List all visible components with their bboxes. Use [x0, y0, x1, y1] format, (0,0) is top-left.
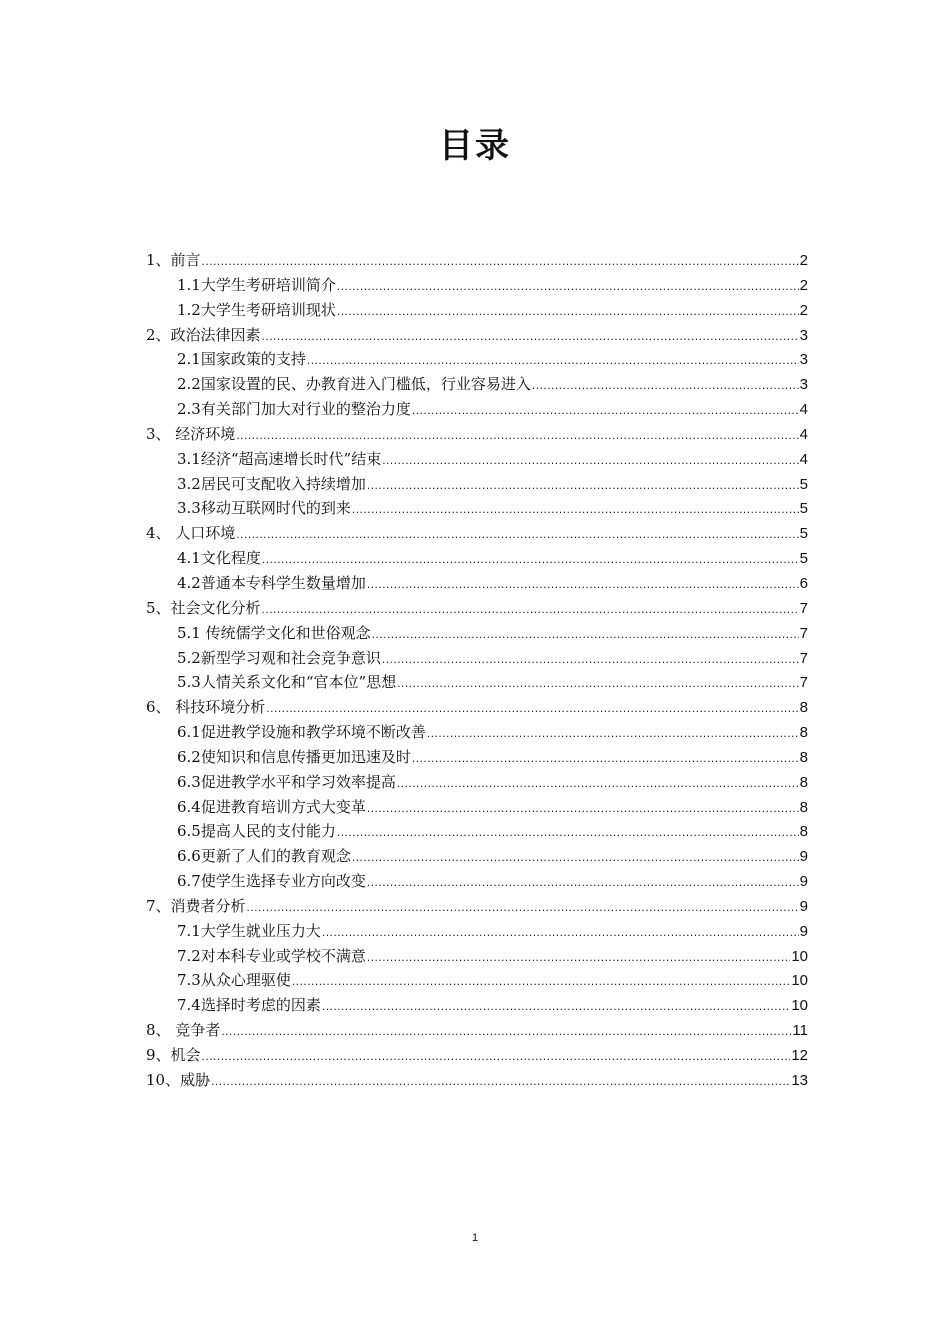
- toc-leader-dots: [397, 771, 799, 796]
- toc-entry-label: 10、威胁: [146, 1070, 211, 1089]
- toc-leader-dots: [247, 895, 799, 920]
- toc-entry[interactable]: [146, 1043, 808, 1068]
- toc-entry-page: 13: [791, 1071, 808, 1089]
- toc-leader-dots: [412, 746, 799, 771]
- toc-entry-page: 9: [799, 922, 808, 940]
- toc-entry-label: 6.1促进教学设施和教学环境不断改善: [177, 723, 426, 742]
- toc-entry-page: 2: [799, 276, 808, 294]
- toc-entry-label: 6、 科技环境分析: [146, 698, 266, 717]
- toc-leader-dots: [352, 845, 799, 870]
- toc-leader-dots: [397, 671, 798, 696]
- toc-entry-page: 5: [799, 550, 808, 568]
- toc-entry-label: 2.1国家政策的支持: [177, 350, 306, 369]
- toc-entry[interactable]: [146, 968, 808, 993]
- toc-leader-dots: [352, 497, 799, 522]
- toc-entry-label: 5.2新型学习观和社会竞争意识: [177, 648, 381, 667]
- toc-entry[interactable]: [146, 372, 808, 397]
- table-of-contents: [146, 248, 808, 1093]
- toc-leader-dots: [221, 1019, 791, 1044]
- toc-entry[interactable]: [146, 472, 808, 497]
- toc-entry-label: 3.3移动互联网时代的到来: [177, 499, 351, 518]
- toc-entry-label: 2、政治法律因素: [146, 325, 261, 344]
- toc-entry[interactable]: [146, 919, 808, 944]
- toc-entry-page: 3: [799, 326, 808, 344]
- toc-entry-page: 7: [799, 674, 808, 692]
- toc-leader-dots: [412, 398, 799, 423]
- toc-entry-page: 2: [799, 252, 808, 269]
- toc-entry-page: 8: [799, 773, 808, 791]
- toc-leader-dots: [367, 945, 790, 970]
- toc-entry-label: 2.2国家设置的民、办教育进入门槛低，行业容易进入: [177, 375, 531, 394]
- toc-entry[interactable]: [146, 571, 808, 596]
- toc-entry-page: 10: [791, 997, 808, 1015]
- toc-entry-page: 8: [799, 823, 808, 841]
- toc-entry-page: 5: [799, 475, 808, 493]
- toc-leader-dots: [262, 597, 799, 622]
- toc-leader-dots: [367, 796, 799, 821]
- toc-entry-page: 10: [791, 947, 808, 965]
- toc-entry[interactable]: [146, 993, 808, 1018]
- toc-entry[interactable]: [146, 894, 808, 919]
- toc-entry[interactable]: [146, 546, 808, 571]
- toc-entry-label: 7.4选择时考虑的因素: [177, 996, 321, 1015]
- toc-entry-page: 8: [799, 724, 808, 742]
- toc-leader-dots: [211, 1069, 790, 1094]
- toc-entry-label: 1.2大学生考研培训现状: [177, 300, 336, 319]
- toc-leader-dots: [202, 1044, 791, 1069]
- toc-entry-page: 3: [799, 351, 808, 369]
- toc-entry[interactable]: [146, 770, 808, 795]
- toc-entry[interactable]: [146, 844, 808, 869]
- toc-entry-label: 7.1大学生就业压力大: [177, 921, 321, 940]
- toc-entry-page: 9: [799, 848, 808, 866]
- toc-leader-dots: [532, 373, 799, 398]
- toc-entry[interactable]: [146, 347, 808, 372]
- toc-entry[interactable]: [146, 869, 808, 894]
- toc-entry-label: 3、 经济环境: [146, 424, 236, 443]
- toc-entry[interactable]: [146, 1018, 808, 1043]
- toc-entry[interactable]: [146, 621, 808, 646]
- toc-entry-label: 5、社会文化分析: [146, 598, 261, 617]
- toc-leader-dots: [236, 522, 798, 547]
- toc-entry-page: 2: [799, 301, 808, 319]
- toc-entry-page: 7: [799, 599, 808, 617]
- toc-entry[interactable]: [146, 944, 808, 969]
- toc-entry-page: 3: [799, 376, 808, 394]
- toc-leader-dots: [337, 274, 799, 299]
- toc-entry[interactable]: [146, 1068, 808, 1093]
- toc-entry-label: 3.2居民可支配收入持续增加: [177, 474, 366, 493]
- toc-entry-page: 6: [799, 574, 808, 592]
- toc-entry-label: 6.2使知识和信息传播更加迅速及时: [177, 747, 411, 766]
- toc-entry-page: 5: [799, 500, 808, 518]
- toc-entry-page: 9: [799, 873, 808, 891]
- toc-entry-label: 4.2普通本专科学生数量增加: [177, 573, 366, 592]
- toc-entry-label: 1、前言: [146, 251, 201, 269]
- toc-leader-dots: [372, 622, 799, 647]
- toc-entry-page: 8: [799, 748, 808, 766]
- toc-entry-page: 8: [799, 699, 808, 717]
- toc-entry[interactable]: [146, 273, 808, 298]
- toc-leader-dots: [262, 324, 799, 349]
- toc-leader-dots: [382, 647, 799, 672]
- toc-leader-dots: [266, 696, 798, 721]
- toc-entry[interactable]: [146, 397, 808, 422]
- toc-entry[interactable]: [146, 422, 808, 447]
- toc-entry-label: 9、机会: [146, 1046, 201, 1064]
- toc-entry-label: 6.5提高人民的支付能力: [177, 822, 336, 841]
- toc-leader-dots: [337, 299, 799, 324]
- toc-entry-label: 2.3有关部门加大对行业的整治力度: [177, 400, 411, 419]
- toc-leader-dots: [427, 721, 799, 746]
- toc-leader-dots: [292, 969, 790, 994]
- toc-entry-label: 1.1大学生考研培训简介: [177, 275, 336, 294]
- toc-entry-page: 7: [799, 624, 808, 642]
- toc-entry-label: 7.3从众心理驱使: [177, 971, 291, 990]
- toc-leader-dots: [337, 820, 799, 845]
- toc-leader-dots: [236, 423, 798, 448]
- toc-entry-label: 7.2对本科专业或学校不满意: [177, 946, 366, 965]
- toc-leader-dots: [307, 348, 799, 373]
- page-number: 1: [471, 1232, 479, 1244]
- toc-entry[interactable]: [146, 720, 808, 745]
- toc-entry-page: 9: [799, 897, 808, 915]
- toc-leader-dots: [367, 870, 799, 895]
- toc-entry-label: 6.3促进教学水平和学习效率提高: [177, 772, 396, 791]
- toc-entry-page: 10: [791, 972, 808, 990]
- toc-entry-label: 6.4促进教育培训方式大变革: [177, 797, 366, 816]
- toc-entry[interactable]: [146, 323, 808, 348]
- toc-entry[interactable]: [146, 819, 808, 844]
- toc-entry-label: 6.6更新了人们的教育观念: [177, 847, 351, 866]
- toc-entry-page: 4: [799, 450, 808, 468]
- toc-entry-label: 8、 竞争者: [146, 1021, 221, 1040]
- toc-leader-dots: [262, 547, 799, 572]
- toc-entry[interactable]: [146, 695, 808, 720]
- toc-leader-dots: [367, 473, 799, 498]
- toc-entry-page: 8: [799, 798, 808, 816]
- toc-entry-page: 5: [799, 525, 808, 543]
- toc-entry[interactable]: [146, 248, 808, 273]
- toc-entry-label: 3.1经济“超高速增长时代”结束: [177, 449, 382, 468]
- toc-entry-label: 6.7使学生选择专业方向改变: [177, 872, 366, 891]
- toc-entry[interactable]: [146, 795, 808, 820]
- toc-entry[interactable]: [146, 670, 808, 695]
- toc-leader-dots: [202, 249, 799, 274]
- toc-entry-label: 7、消费者分析: [146, 896, 246, 915]
- toc-entry-page: 7: [799, 649, 808, 667]
- toc-entry[interactable]: [146, 298, 808, 323]
- toc-leader-dots: [367, 572, 799, 597]
- toc-entry-label: 4、 人口环境: [146, 524, 236, 543]
- toc-leader-dots: [382, 448, 798, 473]
- toc-entry[interactable]: [146, 596, 808, 621]
- toc-entry-page: 4: [799, 401, 808, 419]
- toc-entry-page: 4: [799, 425, 808, 443]
- toc-leader-dots: [322, 920, 799, 945]
- toc-entry[interactable]: [146, 447, 808, 472]
- toc-entry-page: 12: [791, 1047, 808, 1064]
- toc-entry-page: 11: [792, 1022, 808, 1040]
- toc-entry[interactable]: [146, 745, 808, 770]
- toc-entry[interactable]: [146, 521, 808, 546]
- toc-entry-label: 5.3人情关系文化和“官本位”思想: [177, 673, 397, 692]
- toc-entry[interactable]: [146, 496, 808, 521]
- toc-entry[interactable]: [146, 646, 808, 671]
- toc-entry-label: 5.1 传统儒学文化和世俗观念: [177, 623, 371, 642]
- toc-entry-label: 4.1文化程度: [177, 549, 261, 568]
- page-title: 目录: [439, 126, 511, 166]
- toc-leader-dots: [322, 994, 790, 1019]
